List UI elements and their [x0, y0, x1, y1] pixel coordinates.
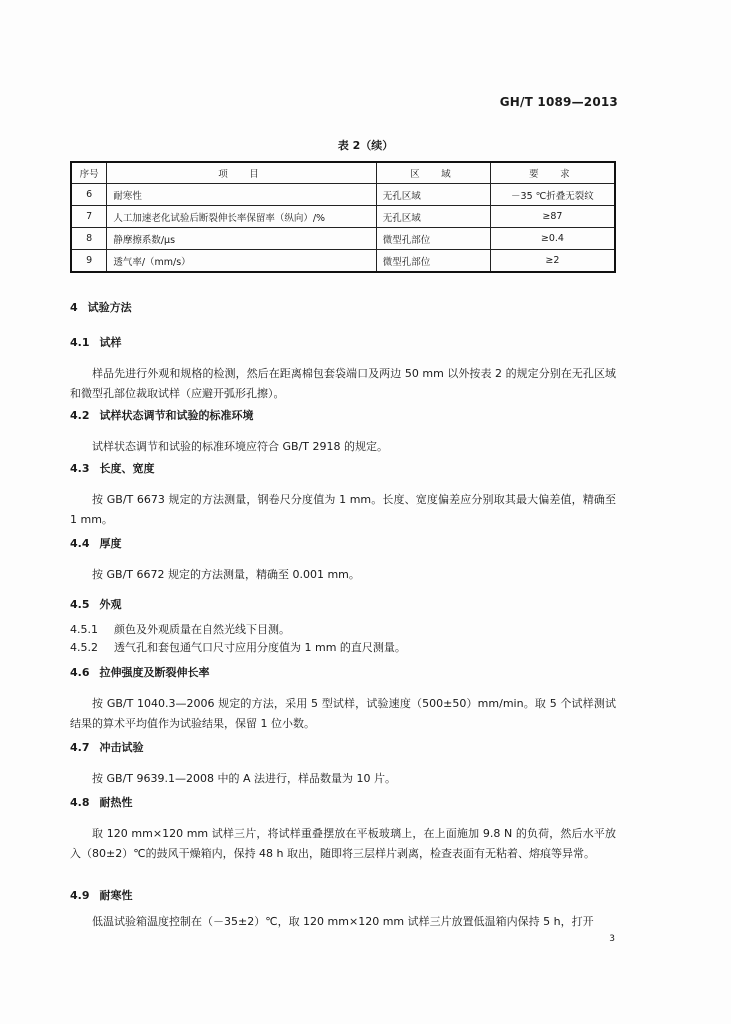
- section-number: 4.3: [70, 462, 90, 475]
- section-title: 试样状态调节和试验的标准环境: [99, 409, 254, 422]
- cell-item: 透气率/（mm/s）: [107, 250, 376, 273]
- paragraph-4-8: 取 120 mm×120 mm 试样三片，将试样重叠摆放在平板玻璃上，在上面施加 9.8 N 的负荷，然后水平放入（80±2）℃的鼓风干燥箱内，保持 48 h 取出，随即将三层样片剥离，检查表面有无粘着、熔痕等异常。: [70, 827, 616, 860]
- section-number: 4.6: [70, 666, 90, 679]
- cell-requirement: ≥2: [490, 250, 615, 273]
- col-header-no: 序号: [71, 162, 107, 184]
- section-number: 4.7: [70, 741, 90, 754]
- section-title: 拉伸强度及断裂伸长率: [99, 666, 210, 679]
- subclause-text: 颜色及外观质量在自然光线下目测。: [114, 623, 290, 636]
- section-number: 4.4: [70, 537, 90, 550]
- section-heading-4-8: [70, 793, 616, 813]
- section-heading-4-7: [70, 738, 616, 758]
- page-number: 3: [609, 934, 615, 944]
- section-title: 试验方法: [87, 301, 132, 314]
- section-number: 4.5: [70, 598, 90, 611]
- section-heading-4-2: [70, 406, 616, 426]
- section-title: 厚度: [99, 537, 122, 550]
- col-header-requirement: 要 求: [490, 162, 615, 184]
- cell-no: 8: [71, 228, 107, 250]
- standard-code: GH/T 1089—2013: [499, 95, 618, 109]
- section-number: 4.1: [70, 336, 90, 349]
- col-header-zone: 区 域: [376, 162, 490, 184]
- requirements-table: [70, 161, 616, 273]
- table-row: [71, 184, 615, 206]
- cell-no: 6: [71, 184, 107, 206]
- subclause-4-5-1: [70, 620, 616, 640]
- table-header-row: [71, 162, 615, 184]
- section-number: 4.8: [70, 796, 90, 809]
- cell-item: 静摩擦系数/μs: [107, 228, 376, 250]
- subclause-4-5-2: [70, 638, 616, 658]
- section-title: 耐寒性: [99, 889, 133, 902]
- paragraph-4-1: 样品先进行外观和规格的检测，然后在距离棉包套袋端口及两边 50 mm 以外按表 2 的规定分别在无孔区域和微型孔部位裁取试样（应避开弧形孔擦）。: [70, 367, 616, 400]
- cell-no: 9: [71, 250, 107, 273]
- paragraph-4-3: 按 GB/T 6673 规定的方法测量，钢卷尺分度值为 1 mm。长度、宽度偏差应分别取其最大偏差值，精确至 1 mm。: [70, 493, 616, 526]
- section-title: 长度、宽度: [99, 462, 155, 475]
- section-number: 4.9: [70, 889, 90, 902]
- section-heading-4-5: [70, 595, 616, 615]
- cell-item: 人工加速老化试验后断裂伸长率保留率（纵向）/%: [107, 206, 376, 228]
- section-title: 冲击试验: [99, 741, 144, 754]
- table-row: [71, 206, 615, 228]
- cell-zone: 微型孔部位: [376, 250, 490, 273]
- cell-requirement: ≥0.4: [490, 228, 615, 250]
- section-heading-4-4: [70, 534, 616, 554]
- cell-requirement: ≥87: [490, 206, 615, 228]
- paragraph-4-2: 试样状态调节和试验的标准环境应符合 GB/T 2918 的规定。: [92, 440, 388, 453]
- section-heading-4-1: [70, 333, 616, 353]
- paragraph-4-7: 按 GB/T 9639.1—2008 中的 A 法进行，样品数量为 10 片。: [92, 772, 396, 785]
- table-row: [71, 250, 615, 273]
- paragraph-4-9: 低温试验箱温度控制在（－35±2）℃，取 120 mm×120 mm 试样三片放置低温箱内保持 5 h，打开: [92, 915, 594, 928]
- table-caption: 表 2（续）: [337, 139, 394, 152]
- section-heading-4-9: [70, 886, 616, 906]
- section-number: 4: [70, 301, 78, 314]
- section-heading-4-3: [70, 459, 616, 479]
- cell-no: 7: [71, 206, 107, 228]
- section-title: 耐热性: [99, 796, 133, 809]
- paragraph-4-6: 按 GB/T 1040.3—2006 规定的方法，采用 5 型试样，试验速度（500±50）mm/min。取 5 个试样测试结果的算术平均值作为试验结果，保留 1 位小数。: [70, 697, 616, 730]
- table-row: [71, 228, 615, 250]
- subclause-number: 4.5.1: [70, 623, 98, 636]
- cell-zone: 无孔区域: [376, 206, 490, 228]
- section-number: 4.2: [70, 409, 90, 422]
- cell-zone: 微型孔部位: [376, 228, 490, 250]
- cell-zone: 无孔区域: [376, 184, 490, 206]
- section-title: 外观: [99, 598, 122, 611]
- section-title: 试样: [99, 336, 122, 349]
- section-heading-4-6: [70, 663, 616, 683]
- col-header-item: 项 目: [107, 162, 376, 184]
- section-heading-4: [70, 298, 616, 318]
- cell-item: 耐寒性: [107, 184, 376, 206]
- subclause-text: 透气孔和套包通气口尺寸应用分度值为 1 mm 的直尺测量。: [114, 641, 406, 654]
- subclause-number: 4.5.2: [70, 641, 98, 654]
- paragraph-4-4: 按 GB/T 6672 规定的方法测量，精确至 0.001 mm。: [92, 568, 360, 581]
- cell-requirement: －35 ℃折叠无裂纹: [490, 184, 615, 206]
